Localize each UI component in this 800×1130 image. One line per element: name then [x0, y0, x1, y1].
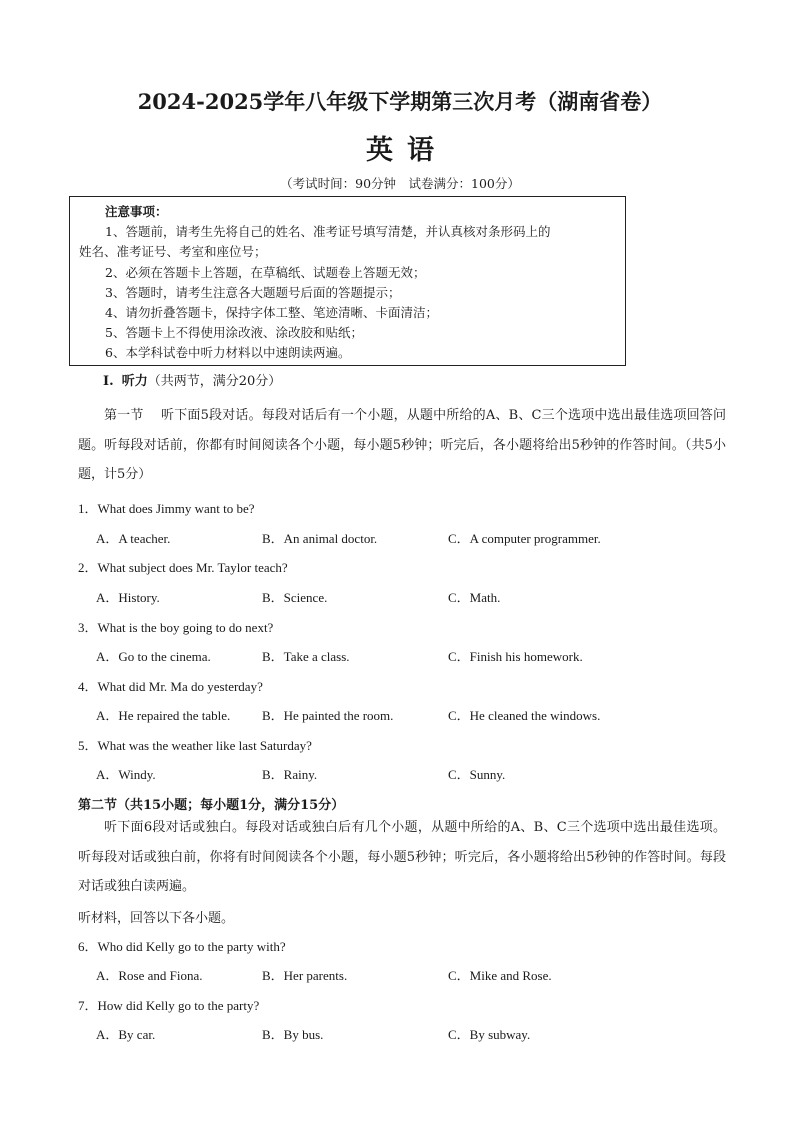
question-stem: 6．Who did Kelly go to the party with?	[78, 939, 286, 954]
question-stem: 2．What subject does Mr. Taylor teach?	[78, 560, 288, 575]
option-c: C．He cleaned the windows.	[448, 708, 601, 723]
option-a: A．Go to the cinema.	[96, 649, 211, 664]
option-c: C．Sunny.	[448, 767, 506, 782]
question-stem: 7．How did Kelly go to the party?	[78, 998, 260, 1013]
option-a: A．History.	[96, 590, 160, 605]
part1-intro: 第一节 听下面5段对话。每段对话后有一个小题，从题中所给的A、B、C三个选项中选出最佳选项回答问题。听每段对话前，你都有时间阅读各个小题，每小题5秒钟；听完后，各小题将给出5秒钟的作答时间。（共5小题，计5分）	[78, 408, 726, 483]
option-a: A．Rose and Fiona.	[96, 968, 203, 983]
option-c: C．By subway.	[448, 1027, 531, 1042]
notice-heading: 注意事项：	[105, 204, 168, 219]
option-b: B．By bus.	[262, 1027, 324, 1042]
option-c: C．Math.	[448, 590, 501, 605]
section-title: 听力	[121, 374, 148, 389]
option-a: A．Windy.	[96, 767, 156, 782]
question-stem: 3．What is the boy going to do next?	[78, 620, 274, 635]
option-b: B．Take a class.	[262, 649, 350, 664]
notice-item: 2、必须在答题卡上答题，在草稿纸、试题卷上答题无效；	[105, 264, 426, 280]
part2-intro: 听下面6段对话或独白。每段对话或独白后有几个小题，从题中所给的A、B、C三个选项中选出最佳选项。听每段对话或独白前，你将有时间阅读各个小题，每小题5秒钟；听完后，各小题将给出5秒钟的作答时间。每段对话或独白读两遍。	[78, 820, 726, 895]
question-stem: 5．What was the weather like last Saturday?	[78, 738, 312, 753]
option-b: B．Science.	[262, 590, 328, 605]
subject-title: 英语	[366, 135, 448, 166]
section-note: （共两节，满分20分）	[147, 374, 282, 389]
option-a: A．He repaired the table.	[96, 708, 231, 723]
notice-item: 4、请勿折叠答题卡，保持字体工整、笔迹清晰、卡面清洁；	[105, 305, 438, 321]
option-c: C．Mike and Rose.	[448, 968, 552, 983]
question-stem: 1．What does Jimmy want to be?	[78, 501, 255, 516]
notice-item: 姓名、准考证号、考室和座位号；	[79, 244, 267, 260]
section-label: I.	[103, 374, 114, 389]
notice-item: 5、答题卡上不得使用涂改液、涂改胶和贴纸；	[105, 325, 363, 341]
notice-box	[69, 196, 626, 366]
option-b: B．He painted the room.	[262, 708, 394, 723]
exam-info: （考试时间：90分钟 试卷满分：100分）	[280, 176, 520, 191]
section-heading	[103, 370, 281, 389]
part2-prompt: 听材料，回答以下各小题。	[78, 911, 235, 926]
option-c: C．A computer programmer.	[448, 531, 601, 546]
option-c: C．Finish his homework.	[448, 649, 583, 664]
notice-item: 6、本学科试卷中听力材料以中速朗读两遍。	[105, 345, 351, 361]
option-a: A．By car.	[96, 1027, 156, 1042]
option-b: B．Rainy.	[262, 767, 318, 782]
notice-item: 3、答题时，请考生注意各大题题号后面的答题提示；	[105, 284, 401, 300]
notice-item: 1、答题前，请考生先将自己的姓名、准考证号填写清楚，并认真核对条形码上的	[105, 224, 551, 240]
exam-title: 2024-2025学年八年级下学期第三次月考（湖南省卷）	[137, 89, 663, 114]
option-b: B．Her parents.	[262, 968, 348, 983]
question-stem: 4．What did Mr. Ma do yesterday?	[78, 679, 263, 694]
part2-heading: 第二节（共15小题；每小题1分，满分15分）	[78, 798, 345, 813]
option-b: B．An animal doctor.	[262, 531, 378, 546]
option-a: A．A teacher.	[96, 531, 171, 546]
